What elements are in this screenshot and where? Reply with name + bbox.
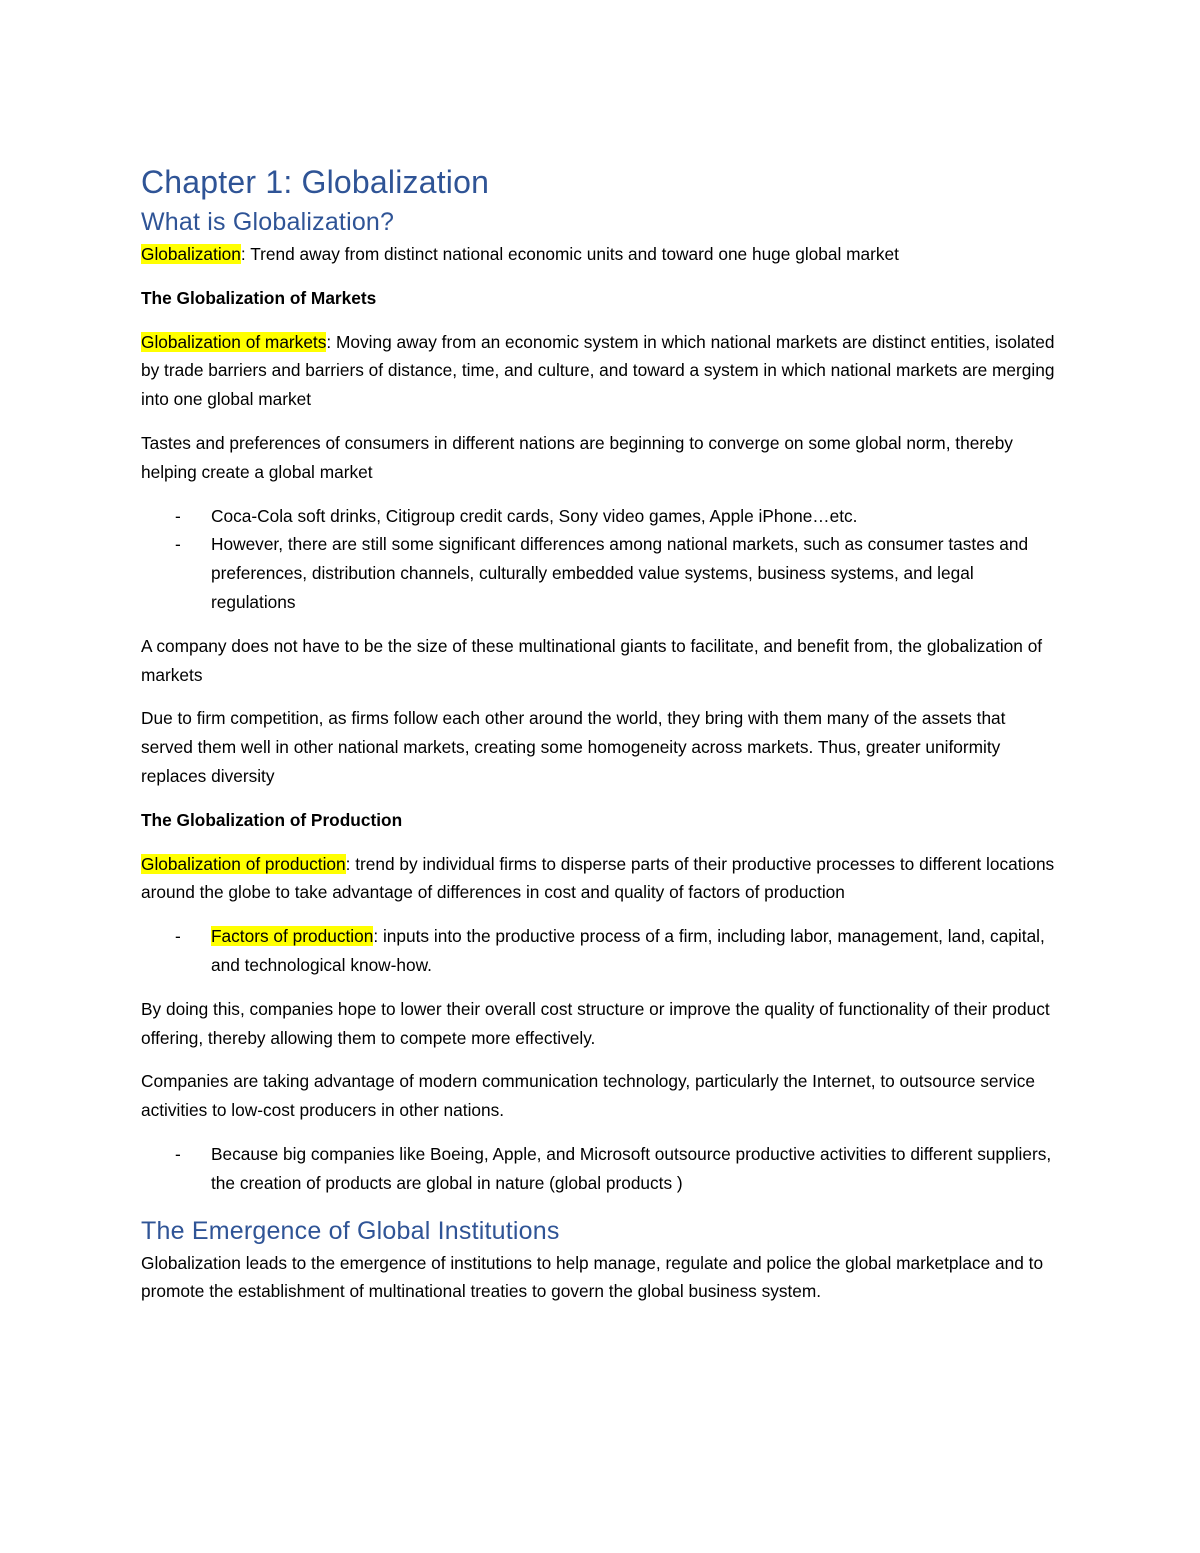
list-item <box>141 530 1061 616</box>
bullet-dash: - <box>175 926 181 947</box>
document-page <box>141 160 1061 1306</box>
list-item-text: Because big companies like Boeing, Apple, and Microsoft outsource productive activities to different suppliers, the creation of products are global in nature (global products ) <box>211 1143 1052 1193</box>
term-colon: : <box>345 853 351 874</box>
definition-text: inputs into the productive process of a firm, including labor, management, land, capital, and technological know-how. <box>211 926 1045 975</box>
globalization-definition <box>141 240 1061 269</box>
list-item-text: Coca-Cola soft drinks, Citigroup credit cards, Sony video games, Apple iPhone…etc. <box>211 505 858 526</box>
list-item <box>141 1140 1061 1198</box>
production-definition <box>141 850 1061 908</box>
term-globalization-of-markets: Globalization of markets <box>141 331 327 352</box>
term-globalization: Globalization <box>141 244 241 264</box>
term-colon: : <box>240 244 246 264</box>
section-heading-what-is-globalization: What is Globalization? <box>141 208 395 236</box>
term-factors-of-production: Factors of production <box>211 926 374 947</box>
paragraph-tastes: Tastes and preferences of consumers in different nations are beginning to converge on some global norm, thereby helping create a global market <box>141 432 1013 482</box>
production-factors-list <box>141 922 1061 980</box>
paragraph-communication-technology: Companies are taking advantage of modern communication technology, particularly the Internet, to outsource service activities to low-cost producers in other nations. <box>141 1071 1035 1121</box>
paragraph-by-doing-this: By doing this, companies hope to lower their overall cost structure or improve the quality of functionality of their product offering, thereby allowing them to compete more effectively. <box>141 998 1050 1048</box>
definition-text: trend by individual firms to disperse parts of their productive processes to different locations around the globe to take advantage of differences in cost and quality of factors of production <box>141 853 1055 903</box>
section-heading-global-institutions: The Emergence of Global Institutions <box>141 1216 560 1245</box>
subheading-globalization-of-markets: The Globalization of Markets <box>141 287 377 308</box>
term-colon: : <box>326 331 332 352</box>
bullet-dash: - <box>175 534 181 555</box>
paragraph-firm-competition: Due to firm competition, as firms follow each other around the world, they bring with them many of the assets that served them well in other national markets, creating some homogeneity across markets. Thus, greater uniformity replaces diversity <box>141 708 1006 786</box>
term-colon: : <box>373 926 379 947</box>
bullet-dash: - <box>175 505 181 526</box>
bullet-dash: - <box>175 1143 181 1164</box>
term-globalization-of-production: Globalization of production <box>141 853 346 874</box>
subheading-globalization-of-production: The Globalization of Production <box>141 809 403 830</box>
list-item <box>141 502 1061 531</box>
list-item-text: However, there are still some significant differences among national markets, such as consumer tastes and preferences, distribution channels, culturally embedded value systems, business systems, and legal regulations <box>211 534 1029 612</box>
paragraph-company-size: A company does not have to be the size of these multinational giants to facilitate, and benefit from, the globalization of markets <box>141 635 1043 685</box>
markets-bullet-list <box>141 502 1061 617</box>
list-item <box>141 922 1061 980</box>
definition-text: Trend away from distinct national economic units and toward one huge global market <box>245 244 899 264</box>
definition-text: Moving away from an economic system in which national markets are distinct entities, isolated by trade barriers and barriers of distance, time, and culture, and toward a system in which national markets are merging into one global market <box>141 331 1055 410</box>
chapter-title: Chapter 1: Globalization <box>141 164 490 200</box>
markets-definition <box>141 328 1061 414</box>
outsource-bullet-list <box>141 1140 1061 1198</box>
paragraph-institutions: Globalization leads to the emergence of institutions to help manage, regulate and police the global marketplace and to promote the establishment of multinational treaties to govern the global business system. <box>141 1252 1044 1302</box>
